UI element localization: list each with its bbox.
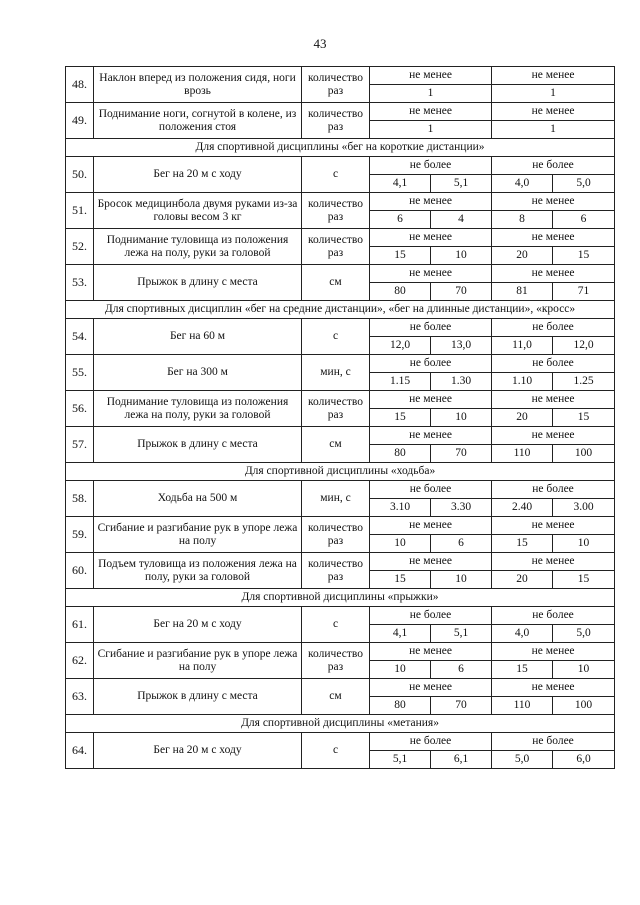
norm-value: 81 xyxy=(492,283,553,301)
norms-table xyxy=(65,66,615,769)
norm-value: 110 xyxy=(492,697,553,715)
row-number: 48. xyxy=(66,67,94,103)
unit-cell xyxy=(302,517,370,553)
unit-label: мин, с xyxy=(320,492,351,504)
norm-header: не менее xyxy=(492,229,615,247)
norm-value: 4,1 xyxy=(370,625,431,643)
table-row xyxy=(66,103,615,121)
norm-value: 1.10 xyxy=(492,373,553,391)
unit-label: количество xyxy=(308,395,363,408)
table-row xyxy=(66,553,615,571)
unit-cell xyxy=(302,229,370,265)
norm-value: 5,1 xyxy=(370,751,431,769)
table-row xyxy=(66,265,615,283)
section-row xyxy=(66,139,615,157)
norm-value: 1.25 xyxy=(553,373,615,391)
norm-value: 1 xyxy=(492,121,615,139)
norm-value: 1.15 xyxy=(370,373,431,391)
row-number: 59. xyxy=(66,517,94,553)
table-row xyxy=(66,67,615,85)
norm-header: не менее xyxy=(492,679,615,697)
table-row xyxy=(66,355,615,373)
norm-header: не более xyxy=(492,733,615,751)
norm-value: 4,0 xyxy=(492,175,553,193)
norm-value: 5,1 xyxy=(431,175,492,193)
section-row xyxy=(66,715,615,733)
norm-value: 110 xyxy=(492,445,553,463)
unit-label: количество xyxy=(308,557,363,570)
norm-value: 4,1 xyxy=(370,175,431,193)
unit-label: см xyxy=(329,438,342,450)
norm-value: 20 xyxy=(492,409,553,427)
norm-header: не более xyxy=(492,481,615,499)
norm-header: не менее xyxy=(370,67,492,85)
unit-cell xyxy=(302,391,370,427)
norm-header: не более xyxy=(370,319,492,337)
row-number: 58. xyxy=(66,481,94,517)
row-number: 55. xyxy=(66,355,94,391)
norm-value: 5,0 xyxy=(553,175,615,193)
norm-value: 15 xyxy=(553,409,615,427)
exercise-name: Прыжок в длину с места xyxy=(94,427,302,463)
norm-value: 20 xyxy=(492,247,553,265)
norm-value: 10 xyxy=(370,661,431,679)
unit-cell xyxy=(302,103,370,139)
row-number: 62. xyxy=(66,643,94,679)
table-row xyxy=(66,481,615,499)
norm-value: 6 xyxy=(553,211,615,229)
norm-value: 12,0 xyxy=(553,337,615,355)
norm-value: 10 xyxy=(553,661,615,679)
norm-value: 1 xyxy=(492,85,615,103)
unit-label: количество xyxy=(308,521,363,534)
norm-header: не более xyxy=(370,607,492,625)
exercise-name: Бег на 20 м с ходу xyxy=(94,157,302,193)
table-row xyxy=(66,319,615,337)
norm-value: 6 xyxy=(370,211,431,229)
norm-header: не более xyxy=(370,355,492,373)
exercise-name: Сгибание и разгибание рук в упоре лежа на полу xyxy=(94,643,302,679)
norm-header: не менее xyxy=(370,265,492,283)
norm-value: 70 xyxy=(431,283,492,301)
norm-header: не более xyxy=(370,157,492,175)
norm-value: 12,0 xyxy=(370,337,431,355)
table-row xyxy=(66,517,615,535)
exercise-name: Бросок медицинбола двумя руками из-за головы весом 3 кг xyxy=(94,193,302,229)
norm-value: 100 xyxy=(553,697,615,715)
unit-label: раз xyxy=(327,534,344,547)
row-number: 50. xyxy=(66,157,94,193)
norm-header: не менее xyxy=(370,103,492,121)
section-row xyxy=(66,463,615,481)
table-row xyxy=(66,679,615,697)
norm-header: не менее xyxy=(370,643,492,661)
exercise-name: Наклон вперед из положения сидя, ноги врозь xyxy=(94,67,302,103)
norm-value: 15 xyxy=(553,247,615,265)
exercise-name: Бег на 60 м xyxy=(94,319,302,355)
exercise-name: Бег на 20 м с ходу xyxy=(94,733,302,769)
norm-value: 100 xyxy=(553,445,615,463)
norm-header: не более xyxy=(492,157,615,175)
section-title: Для спортивной дисциплины «метания» xyxy=(66,715,615,733)
norm-header: не более xyxy=(370,481,492,499)
norm-header: не менее xyxy=(370,391,492,409)
norm-header: не менее xyxy=(370,427,492,445)
exercise-name: Сгибание и разгибание рук в упоре лежа на полу xyxy=(94,517,302,553)
norm-value: 80 xyxy=(370,697,431,715)
norm-value: 6 xyxy=(431,535,492,553)
norm-header: не менее xyxy=(370,229,492,247)
table-row xyxy=(66,157,615,175)
norm-header: не менее xyxy=(370,517,492,535)
exercise-name: Ходьба на 500 м xyxy=(94,481,302,517)
norm-header: не более xyxy=(492,607,615,625)
norm-value: 10 xyxy=(431,247,492,265)
unit-label: с xyxy=(332,168,339,180)
norm-header: не менее xyxy=(492,193,615,211)
row-number: 49. xyxy=(66,103,94,139)
page-number: 43 xyxy=(313,36,327,51)
norm-header: не менее xyxy=(492,391,615,409)
norm-value: 10 xyxy=(553,535,615,553)
exercise-name: Поднимание туловища из положения лежа на полу, руки за головой xyxy=(94,391,302,427)
norm-value: 2.40 xyxy=(492,499,553,517)
exercise-name: Прыжок в длину с места xyxy=(94,265,302,301)
norm-value: 6,0 xyxy=(553,751,615,769)
unit-label: количество xyxy=(308,647,363,660)
unit-cell xyxy=(302,679,370,715)
unit-cell xyxy=(302,355,370,391)
norm-header: не менее xyxy=(370,679,492,697)
norm-header: не менее xyxy=(492,265,615,283)
norm-value: 11,0 xyxy=(492,337,553,355)
norm-value: 15 xyxy=(553,571,615,589)
exercise-name: Поднимание туловища из положения лежа на полу, руки за головой xyxy=(94,229,302,265)
unit-cell xyxy=(302,427,370,463)
norm-header: не менее xyxy=(492,427,615,445)
unit-label: с xyxy=(332,618,339,630)
unit-label: количество xyxy=(308,71,363,84)
unit-label: раз xyxy=(327,210,344,223)
norm-header: не менее xyxy=(370,553,492,571)
unit-cell xyxy=(302,67,370,103)
exercise-name: Бег на 300 м xyxy=(94,355,302,391)
unit-label: количество xyxy=(308,233,363,246)
norm-value: 5,0 xyxy=(492,751,553,769)
section-title: Для спортивной дисциплины «бег на короткие дистанции» xyxy=(66,139,615,157)
unit-label: раз xyxy=(327,408,344,421)
unit-label: мин, с xyxy=(320,366,351,378)
unit-cell xyxy=(302,319,370,355)
row-number: 51. xyxy=(66,193,94,229)
row-number: 52. xyxy=(66,229,94,265)
unit-cell xyxy=(302,265,370,301)
norm-value: 15 xyxy=(370,571,431,589)
norm-value: 3.10 xyxy=(370,499,431,517)
row-number: 57. xyxy=(66,427,94,463)
norm-header: не менее xyxy=(492,103,615,121)
norm-value: 10 xyxy=(370,535,431,553)
norm-header: не более xyxy=(370,733,492,751)
exercise-name: Бег на 20 м с ходу xyxy=(94,607,302,643)
table-row xyxy=(66,643,615,661)
unit-label: раз xyxy=(327,660,344,673)
norm-value: 3.00 xyxy=(553,499,615,517)
unit-label: с xyxy=(332,330,339,342)
section-title: Для спортивной дисциплины «ходьба» xyxy=(66,463,615,481)
unit-cell xyxy=(302,643,370,679)
norm-header: не менее xyxy=(492,517,615,535)
norm-value: 1 xyxy=(370,121,492,139)
norm-value: 15 xyxy=(370,409,431,427)
unit-cell xyxy=(302,553,370,589)
norm-header: не менее xyxy=(492,67,615,85)
norm-header: не менее xyxy=(492,643,615,661)
norm-header: не менее xyxy=(370,193,492,211)
norm-value: 80 xyxy=(370,283,431,301)
exercise-name: Поднимание ноги, согнутой в колене, из положения стоя xyxy=(94,103,302,139)
norm-value: 8 xyxy=(492,211,553,229)
norm-value: 15 xyxy=(370,247,431,265)
norm-value: 15 xyxy=(492,535,553,553)
table-row xyxy=(66,229,615,247)
table-row xyxy=(66,427,615,445)
unit-cell xyxy=(302,607,370,643)
unit-label: см xyxy=(329,276,342,288)
row-number: 53. xyxy=(66,265,94,301)
row-number: 64. xyxy=(66,733,94,769)
norm-value: 5,0 xyxy=(553,625,615,643)
unit-label: раз xyxy=(327,246,344,259)
norm-value: 70 xyxy=(431,445,492,463)
row-number: 54. xyxy=(66,319,94,355)
norm-value: 10 xyxy=(431,409,492,427)
row-number: 60. xyxy=(66,553,94,589)
unit-label: раз xyxy=(327,570,344,583)
exercise-name: Подъем туловища из положения лежа на полу, руки за головой xyxy=(94,553,302,589)
unit-label: раз xyxy=(327,84,344,97)
unit-label: с xyxy=(332,744,339,756)
row-number: 56. xyxy=(66,391,94,427)
row-number: 61. xyxy=(66,607,94,643)
norm-value: 6 xyxy=(431,661,492,679)
table-row xyxy=(66,733,615,751)
table-row xyxy=(66,391,615,409)
norm-value: 1.30 xyxy=(431,373,492,391)
norm-value: 71 xyxy=(553,283,615,301)
section-row xyxy=(66,589,615,607)
unit-label: см xyxy=(329,690,342,702)
norm-value: 13,0 xyxy=(431,337,492,355)
unit-label: раз xyxy=(327,120,344,133)
norm-value: 20 xyxy=(492,571,553,589)
norm-value: 4 xyxy=(431,211,492,229)
norm-value: 4,0 xyxy=(492,625,553,643)
norm-value: 15 xyxy=(492,661,553,679)
row-number: 63. xyxy=(66,679,94,715)
unit-cell xyxy=(302,157,370,193)
unit-cell xyxy=(302,193,370,229)
norm-value: 10 xyxy=(431,571,492,589)
norm-value: 3.30 xyxy=(431,499,492,517)
unit-label: количество xyxy=(308,197,363,210)
norm-value: 6,1 xyxy=(431,751,492,769)
norm-value: 80 xyxy=(370,445,431,463)
unit-label: количество xyxy=(308,107,363,120)
norm-header: не менее xyxy=(492,553,615,571)
unit-cell xyxy=(302,481,370,517)
norm-header: не более xyxy=(492,319,615,337)
unit-cell xyxy=(302,733,370,769)
norm-value: 1 xyxy=(370,85,492,103)
norm-value: 70 xyxy=(431,697,492,715)
section-row xyxy=(66,301,615,319)
norm-value: 5,1 xyxy=(431,625,492,643)
section-title: Для спортивных дисциплин «бег на средние дистанции», «бег на длинные дистанции», «кросс» xyxy=(66,301,615,319)
section-title: Для спортивной дисциплины «прыжки» xyxy=(66,589,615,607)
table-row xyxy=(66,607,615,625)
norm-header: не более xyxy=(492,355,615,373)
exercise-name: Прыжок в длину с места xyxy=(94,679,302,715)
table-row xyxy=(66,193,615,211)
